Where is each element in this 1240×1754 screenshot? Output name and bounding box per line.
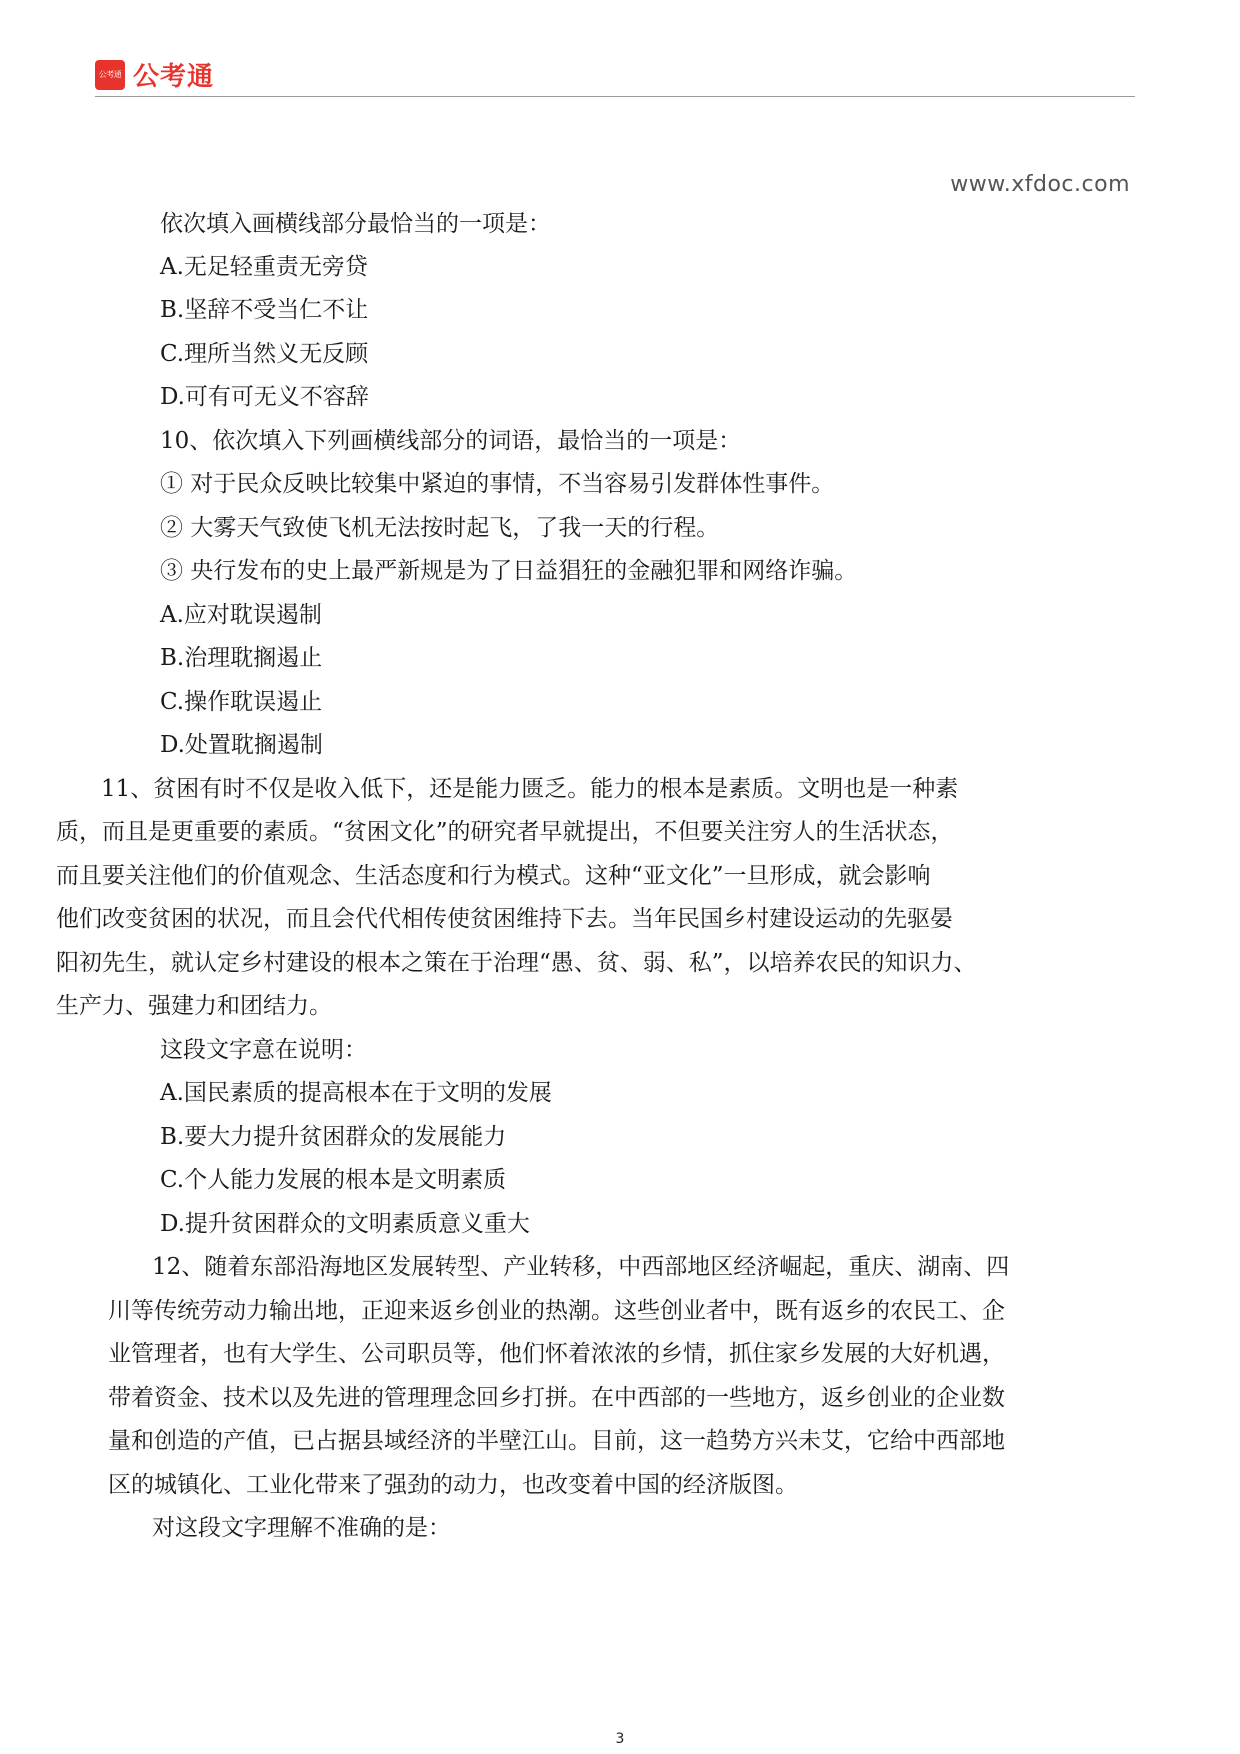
q11-text-line: 质，而且是更重要的素质。“贫困文化”的研究者早就提出，不但要关注穷人的生活状态， (56, 819, 954, 845)
q12-text-line: 12、随着东部沿海地区发展转型、产业转移，中西部地区经济崛起，重庆、湖南、四 (152, 1254, 1010, 1280)
q12-text-line: 业管理者，也有大学生、公司职员等，他们怀着浓浓的乡情，抓住家乡发展的大好机遇， (108, 1341, 1005, 1367)
q11-text-line: 而且要关注他们的价值观念、生活态度和行为模式。这种“亚文化”一旦形成，就会影响 (56, 863, 931, 889)
site-url: www.xfdoc.com (950, 172, 1130, 197)
header-divider (95, 96, 1135, 97)
q10-option-a: A.应对耽误遏制 (160, 602, 322, 628)
q10-item-2: ② 大雾天气致使飞机无法按时起飞，了我一天的行程。 (160, 515, 720, 541)
q11-text-line: 生产力、强建力和团结力。 (56, 993, 332, 1019)
q11-option-c: C.个人能力发展的根本是文明素质 (160, 1167, 507, 1193)
q9-option-b: B.坚辞不受当仁不让 (160, 297, 369, 323)
brand-name: 公考通 (133, 62, 215, 92)
q11-option-b: B.要大力提升贫困群众的发展能力 (160, 1124, 507, 1150)
q9-option-c: C.理所当然义无反顾 (160, 341, 369, 367)
q11-text-line: 阳初先生，就认定乡村建设的根本之策在于治理“愚、贫、弱、私”，以培养农民的知识力、 (56, 950, 977, 976)
q12-text-line: 量和创造的产值，已占据县域经济的半壁江山。目前，这一趋势方兴未艾，它给中西部地 (108, 1428, 1005, 1454)
q10-item-3: ③ 央行发布的史上最严新规是为了日益猖狂的金融犯罪和网络诈骗。 (160, 558, 858, 584)
q10-option-c: C.操作耽误遏止 (160, 689, 323, 715)
header (95, 56, 214, 93)
q11-text-line: 11、贫困有时不仅是收入低下，还是能力匮乏。能力的根本是素质。文明也是一种素 (101, 776, 959, 802)
q11-option-a: A.国民素质的提高根本在于文明的发展 (160, 1080, 552, 1106)
q12-text-line: 川等传统劳动力输出地，正迎来返乡创业的热潮。这些创业者中，既有返乡的农民工、企 (108, 1298, 1005, 1324)
q10-prompt: 10、依次填入下列画横线部分的词语，最恰当的一项是： (160, 428, 742, 454)
brand-logo-icon: 公考通 (95, 60, 125, 90)
q9-option-a: A.无足轻重责无旁贷 (160, 254, 368, 280)
q12-text-line: 带着资金、技术以及先进的管理理念回乡打拼。在中西部的一些地方，返乡创业的企业数 (108, 1385, 1005, 1411)
q11-prompt: 这段文字意在说明： (160, 1037, 367, 1063)
q9-option-d: D.可有可无义不容辞 (160, 384, 369, 410)
q10-option-b: B.治理耽搁遏止 (160, 645, 323, 671)
q9-prompt: 依次填入画横线部分最恰当的一项是： (160, 211, 551, 237)
page-number: 3 (615, 1731, 625, 1747)
q10-option-d: D.处置耽搁遏制 (160, 732, 323, 758)
q12-prompt: 对这段文字理解不准确的是： (152, 1515, 451, 1541)
q10-item-1: ① 对于民众反映比较集中紧迫的事情，不当容易引发群体性事件。 (160, 471, 835, 497)
q12-text-line: 区的城镇化、工业化带来了强劲的动力，也改变着中国的经济版图。 (108, 1472, 798, 1498)
q11-text-line: 他们改变贫困的状况，而且会代代相传使贫困维持下去。当年民国乡村建设运动的先驱晏 (56, 906, 953, 932)
q11-option-d: D.提升贫困群众的文明素质意义重大 (160, 1211, 530, 1237)
